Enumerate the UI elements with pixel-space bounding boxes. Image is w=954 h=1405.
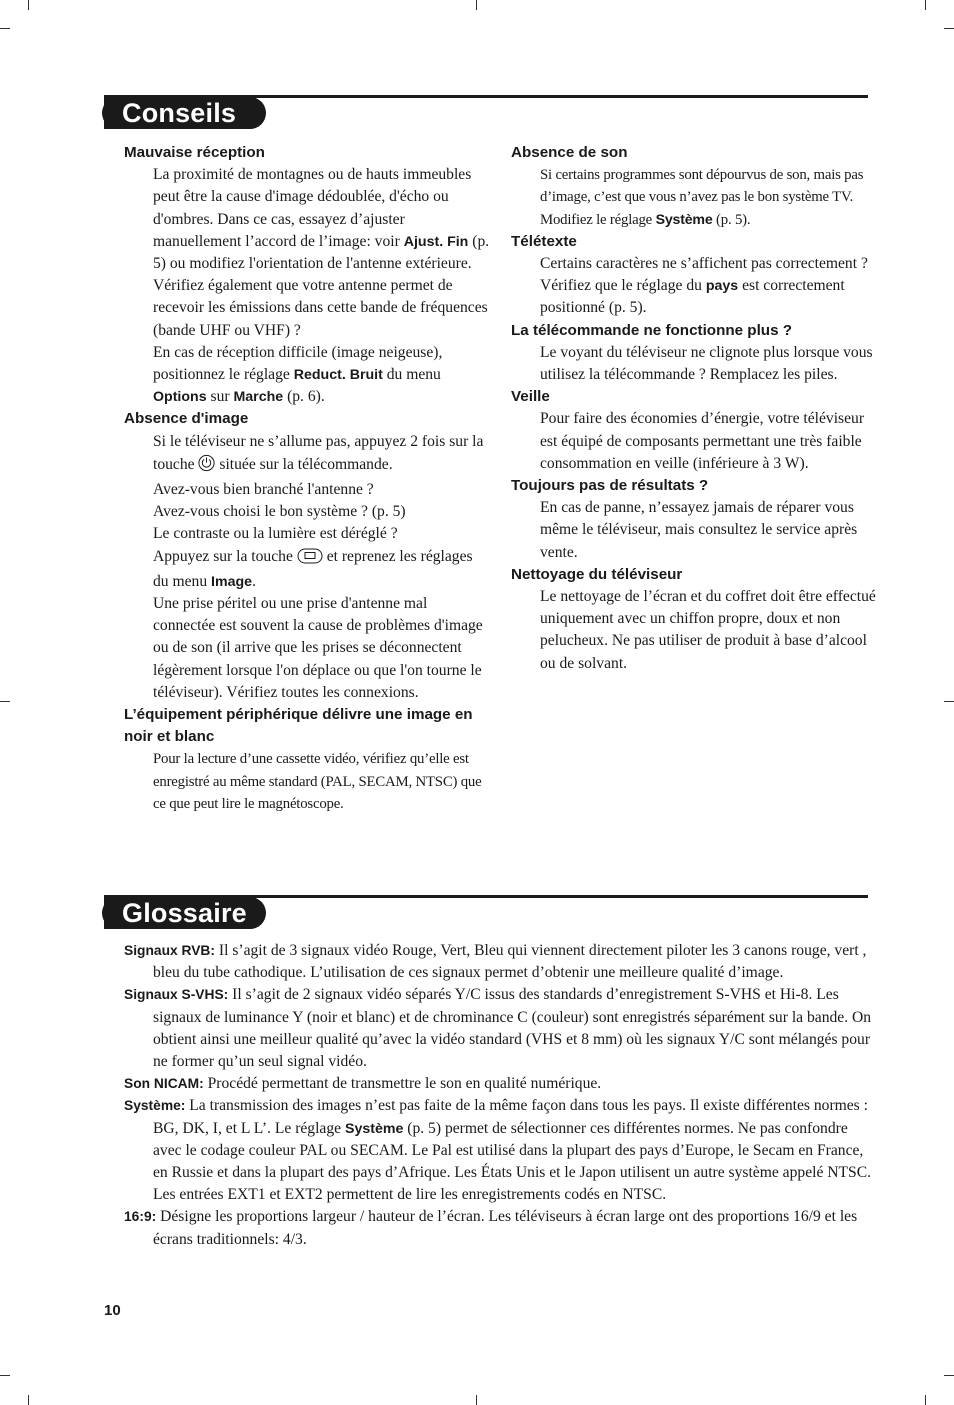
- text: Si certains programmes sont dépourvus de son, mais pas d’image, c’est que vous n’avez pas le bon système TV. Modifiez le réglage: [540, 167, 864, 228]
- text: La proximité de montagnes ou de hauts immeubles peut être la cause d'image dédoublée, d'écho ou d'ombres. Dans ce cas, essayez d’ajuster manuellement l’accord de l’image: voir: [153, 166, 472, 250]
- text: .: [252, 572, 256, 590]
- crop-mark: [28, 1395, 29, 1405]
- topic-title: Toujours pas de résultats ?: [511, 477, 709, 495]
- topic-veille: [511, 386, 877, 475]
- keyword: Marche: [233, 389, 284, 406]
- glossary-definition: (p. 5) permet de sélectionner ces différentes normes. Ne pas confondre avec le codage couleur PAL ou SECAM. Le Pal est utilisé dans la plupart des pays d’Europe, le Secam en France, en Russie et dans la plupart des pays d’Afrique. Les États Unis et le Japon utilisent un autre système appelé NTSC. Les entrées EXT1 et EXT2 permettent de lire les enregistrements codés en NTSC.: [153, 1119, 872, 1204]
- section-header-conseils: [104, 95, 868, 131]
- topic-nettoyage: [511, 564, 877, 675]
- crop-mark: [925, 0, 926, 10]
- keyword: Système: [655, 211, 713, 228]
- text: et reprenez les réglages du menu: [153, 547, 473, 590]
- glossary-term: Signaux S-VHS:: [124, 987, 229, 1003]
- keyword: Options: [153, 389, 207, 406]
- topic-title: Absence d'image: [124, 410, 249, 428]
- glossary-definition: Il s’agit de 3 signaux vidéo Rouge, Vert, Bleu qui viennent directement piloter les 3 canons rouge, vert , bleu du tube cathodique. L’utilisation de ces signaux permet d’obtenir une meilleure qualité d’image.: [153, 942, 867, 982]
- section-header-glossaire: [104, 895, 868, 931]
- topic-body: Le voyant du téléviseur ne clignote plus lorsque vous utilisez la télécommande ? Remplacez les piles.: [540, 343, 873, 384]
- crop-mark: [0, 701, 10, 702]
- crop-mark: [944, 701, 954, 702]
- topic-title: La télécommande ne fonctionne plus ?: [511, 321, 793, 339]
- topic-title: Mauvaise réception: [124, 144, 265, 161]
- text: du menu: [386, 366, 441, 384]
- keyword: Image: [211, 573, 253, 590]
- glossary-definition: Désigne les proportions largeur / hauteur de l’écran. Les téléviseurs à écran large ont des proportions 16/9 et les écrans traditionnels: 4/3.: [153, 1208, 858, 1248]
- glossary-entry-systeme: [124, 1095, 872, 1206]
- topic-telecommande: [511, 320, 877, 387]
- glossary-entry-ratio: [124, 1206, 872, 1250]
- topic-body: Pour la lecture d’une cassette vidéo, vérifiez qu’elle est enregistré au même standard (PAL, SECAM, NTSC) que ce que peut lire le magnétoscope.: [153, 751, 482, 812]
- keyword: pays: [705, 278, 739, 295]
- topic-title: Nettoyage du téléviseur: [511, 565, 683, 583]
- text: est correctement positionné (p. 5).: [540, 277, 845, 317]
- topic-absence-image: [124, 408, 490, 704]
- keyword: Reduct. Bruit: [293, 367, 383, 384]
- crop-mark: [476, 0, 477, 10]
- glossary-definition: Il s’agit de 2 signaux vidéo séparés Y/C issus des standards d’enregistrement S-VHS et Hi-8. Les signaux de luminance Y (noir et blanc) et de chrominance C (couleur) sont enregistrés séparément sur la bande. On obtient ainsi une meilleur qualité qu’avec la vidéo standard (VHS et 8 mm) où les signaux Y/C sont mélangés pour ne former qu’un seul signal vidéo.: [153, 986, 872, 1071]
- glossary-definition: La transmission des images n’est pas faite de la même façon dans tous les pays. Il existe différentes normes : BG, DK, I, et L L’. Le réglage: [153, 1097, 868, 1137]
- paragraph: Vérifiez également que votre antenne permet de recevoir les émissions dans cette bande de fréquences (bande UHF ou VHF) ?: [153, 277, 488, 339]
- topic-equipement: [124, 704, 490, 815]
- topic-toujours: [511, 475, 877, 564]
- paragraph: Le contraste ou la lumière est déréglé ?: [153, 525, 398, 543]
- text: (p. 5) ou modifiez l'orientation de l'antenne extérieure.: [153, 232, 490, 273]
- topic-body: En cas de panne, n’essayez jamais de réparer vous même le téléviseur, mais consultez le service après vente.: [540, 499, 858, 561]
- topic-body: Pour faire des économies d’énergie, votre téléviseur est équipé de composants permettant une très faible consommation en veille (inférieure à 3 W).: [540, 410, 865, 472]
- keyword: Système: [344, 1120, 404, 1137]
- topic-body: [124, 431, 490, 704]
- text: située sur la télécommande.: [219, 455, 393, 473]
- topic-absence-son: [511, 142, 877, 231]
- text: (p. 6).: [287, 388, 325, 406]
- topic-title: Absence de son: [511, 144, 628, 161]
- glossary-entry-nicam: [124, 1073, 872, 1095]
- glossary-entry-rvb: [124, 940, 872, 984]
- glossary-term: Système:: [124, 1098, 186, 1114]
- crop-mark: [944, 28, 954, 29]
- topic-title: Télétexte: [511, 232, 577, 250]
- crop-mark: [28, 0, 29, 10]
- conseils-right-column: [511, 142, 877, 675]
- glossary: [124, 940, 872, 1251]
- topic-body: [124, 164, 490, 408]
- paragraph: Une prise péritel ou une prise d'antenne mal connectée est souvent la cause de problèmes d'image ou de son (il arrive que les prises se déconnectent légèrement lorsque l'on déplace ou que l'on tourne le téléviseur). Vérifiez toutes les connexions.: [153, 595, 483, 701]
- paragraph: [153, 546, 490, 593]
- crop-mark: [0, 1375, 10, 1376]
- glossary-term: Signaux RVB:: [124, 943, 215, 958]
- menu-button-icon: [297, 548, 323, 571]
- text: (p. 5).: [716, 211, 751, 228]
- glossary-entry-svhs: [124, 984, 872, 1073]
- text: sur: [210, 388, 230, 406]
- topic-body: Le nettoyage de l’écran et du coffret doit être effectué uniquement avec un chiffon propre, doux et non pelucheux. Ne pas utiliser de produit à base d’alcool ou de solvant.: [540, 588, 876, 672]
- conseils-left-column: [124, 142, 490, 815]
- crop-mark: [476, 1395, 477, 1405]
- topic-body: [511, 164, 877, 231]
- section-title: Conseils: [104, 97, 266, 129]
- glossary-term: 16:9:: [124, 1209, 157, 1225]
- section-title: Glossaire: [104, 897, 266, 929]
- topic-body: [511, 253, 877, 320]
- text: Appuyez sur la touche: [153, 547, 293, 565]
- topic-title: Veille: [511, 388, 550, 406]
- text: En cas de réception difficile (image neigeuse), positionnez le réglage: [153, 343, 443, 384]
- topic-title: L’équipement périphérique délivre une image en noir et blanc: [124, 706, 473, 746]
- paragraph: [153, 431, 490, 479]
- keyword: Ajust. Fin: [403, 233, 469, 250]
- topic-mauvaise-reception: [124, 142, 490, 408]
- text: Certains caractères ne s’affichent pas correctement ? Vérifiez que le réglage du: [540, 255, 868, 295]
- paragraph: [153, 342, 490, 409]
- paragraph: [153, 164, 490, 275]
- crop-mark: [944, 1375, 954, 1376]
- paragraph: Avez-vous bien branché l'antenne ?: [153, 481, 374, 499]
- glossary-term: Son NICAM:: [124, 1076, 204, 1092]
- topic-teletexte: [511, 231, 877, 320]
- page-number: 10: [104, 1302, 121, 1319]
- power-button-icon: [198, 453, 215, 479]
- paragraph: Avez-vous choisi le bon système ? (p. 5): [153, 503, 406, 521]
- crop-mark: [0, 28, 10, 29]
- crop-mark: [925, 1395, 926, 1405]
- glossary-definition: Procédé permettant de transmettre le son en qualité numérique.: [207, 1075, 602, 1093]
- text: Si le téléviseur ne s’allume pas, appuyez 2 fois sur la touche: [153, 432, 484, 473]
